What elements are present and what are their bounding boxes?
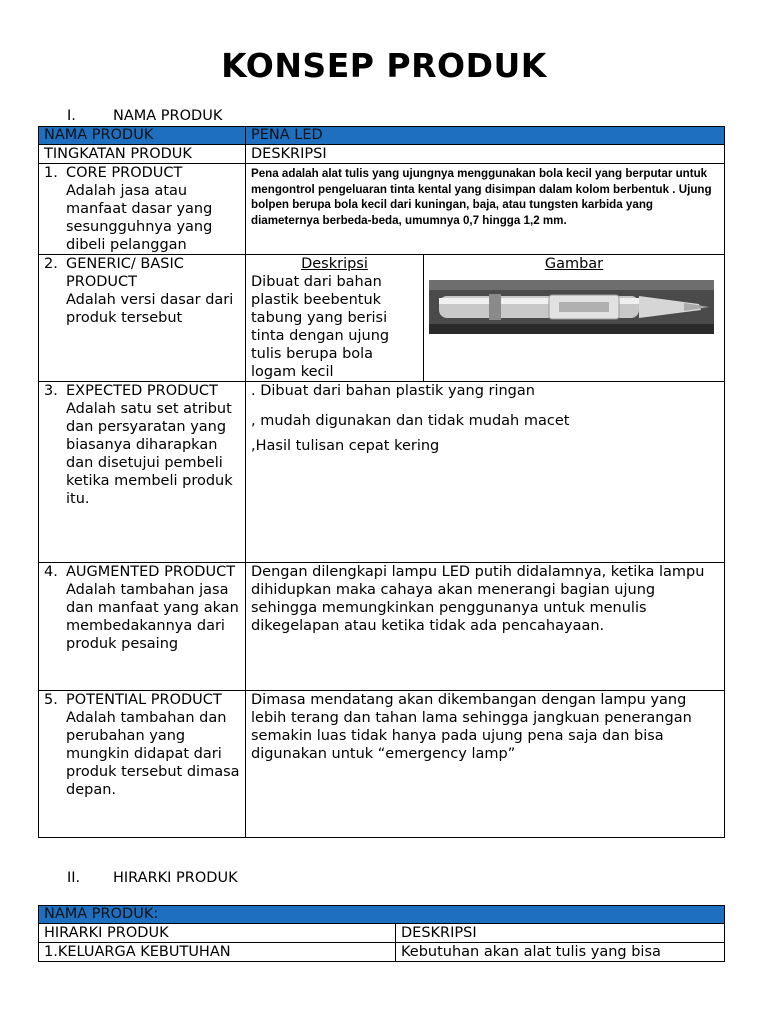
level-cell bbox=[39, 255, 246, 382]
section-1-label: NAMA PRODUK bbox=[113, 108, 223, 124]
level-cell bbox=[39, 382, 246, 563]
gambar-column-label: Gambar bbox=[544, 256, 604, 272]
table-row bbox=[39, 691, 725, 838]
header-nama-produk: NAMA PRODUK: bbox=[39, 906, 725, 924]
level-number: 4. bbox=[44, 564, 58, 580]
hierarchy-description: Kebutuhan akan alat tulis yang bisa bbox=[396, 943, 725, 962]
section-2-label: HIRARKI PRODUK bbox=[113, 870, 238, 886]
level-description: Adalah tambahan jasa dan manfaat yang akan membedakannya dari produk pesaing bbox=[66, 582, 239, 652]
generic-product-description: Dibuat dari bahan plastik beebentuk tabung yang berisi tinta dengan ujung tulis berupa bola logam kecil bbox=[251, 274, 390, 380]
section-2-heading bbox=[67, 870, 238, 886]
table-header-row bbox=[39, 906, 725, 924]
level-title: POTENTIAL PRODUCT bbox=[66, 692, 222, 708]
pen-illustration bbox=[429, 280, 714, 334]
table-row bbox=[39, 164, 725, 255]
expected-product-description bbox=[246, 382, 725, 563]
product-hierarchy-table bbox=[38, 905, 725, 962]
expected-line-3: ,Hasil tulisan cepat kering bbox=[251, 438, 440, 454]
section-2-number: II. bbox=[67, 870, 81, 886]
generic-image-cell bbox=[424, 255, 725, 382]
expected-line-2: , mudah digunakan dan tidak mudah macet bbox=[251, 413, 570, 429]
level-title: AUGMENTED PRODUCT bbox=[66, 564, 236, 580]
page-title: KONSEP PRODUK bbox=[221, 46, 547, 85]
subheader-hirarki: HIRARKI PRODUK bbox=[39, 924, 396, 943]
augmented-product-description: Dengan dilengkapi lampu LED putih didalamnya, ketika lampu dihidupkan maka cahaya akan menerangi bagian ujung sehingga memungkinkan penggunanya untuk menulis dikegelapan atau ketika tidak ada pencahayaan. bbox=[246, 563, 725, 691]
header-product-name: PENA LED bbox=[246, 127, 725, 145]
level-title: GENERIC/ BASIC PRODUCT bbox=[66, 256, 184, 290]
level-number: 3. bbox=[44, 383, 58, 399]
hierarchy-level: 1.KELUARGA KEBUTUHAN bbox=[39, 943, 396, 962]
level-cell bbox=[39, 563, 246, 691]
header-nama-produk: NAMA PRODUK bbox=[39, 127, 246, 145]
deskripsi-column-label: Deskripsi bbox=[301, 256, 368, 272]
core-product-description: Pena adalah alat tulis yang ujungnya menggunakan bola kecil yang berputar untuk mengontrol pengeluaran tinta kental yang disimpan dalam kolom berbentuk . Ujung bolpen berupa bola kecil dari kuningan, baja, atau tungsten karbida yang diameternya berbeda-beda, umumnya 0,7 hingga 1,2 mm. bbox=[246, 164, 725, 255]
level-title: CORE PRODUCT bbox=[66, 165, 183, 181]
section-1-heading bbox=[67, 108, 222, 124]
subheader-tingkatan: TINGKATAN PRODUK bbox=[39, 145, 246, 164]
subheader-deskripsi: DESKRIPSI bbox=[246, 145, 725, 164]
table-header-row bbox=[39, 127, 725, 145]
level-cell bbox=[39, 691, 246, 838]
potential-product-description: Dimasa mendatang akan dikembangan dengan lampu yang lebih terang dan tahan lama sehingga jangkuan penerangan semakin luas tidak hanya pada ujung pena saja dan bisa digunakan untuk “emergency lamp” bbox=[246, 691, 725, 838]
table-row bbox=[39, 563, 725, 691]
table-row bbox=[39, 382, 725, 563]
level-cell bbox=[39, 164, 246, 255]
level-title: EXPECTED PRODUCT bbox=[66, 383, 218, 399]
product-concept-table bbox=[38, 126, 725, 838]
subheader-deskripsi: DESKRIPSI bbox=[396, 924, 725, 943]
table-row bbox=[39, 943, 725, 962]
level-description: Adalah jasa atau manfaat dasar yang sesungguhnya yang dibeli pelanggan bbox=[66, 183, 213, 253]
table-subheader-row bbox=[39, 145, 725, 164]
generic-description-cell bbox=[246, 255, 424, 382]
level-number: 2. bbox=[44, 256, 58, 272]
level-description: Adalah satu set atribut dan persyaratan yang biasanya diharapkan dan disetujui pembeli ketika membeli produk itu. bbox=[66, 401, 233, 507]
level-description: Adalah versi dasar dari produk tersebut bbox=[66, 292, 234, 326]
expected-line-1: . Dibuat dari bahan plastik yang ringan bbox=[251, 383, 535, 399]
level-number: 1. bbox=[44, 165, 58, 181]
led-pen-photo bbox=[429, 280, 714, 334]
table-subheader-row bbox=[39, 924, 725, 943]
section-1-number: I. bbox=[67, 108, 76, 124]
table-row bbox=[39, 255, 725, 382]
level-number: 5. bbox=[44, 692, 58, 708]
level-description: Adalah tambahan dan perubahan yang mungkin didapat dari produk tersebut dimasa depan. bbox=[66, 710, 240, 798]
